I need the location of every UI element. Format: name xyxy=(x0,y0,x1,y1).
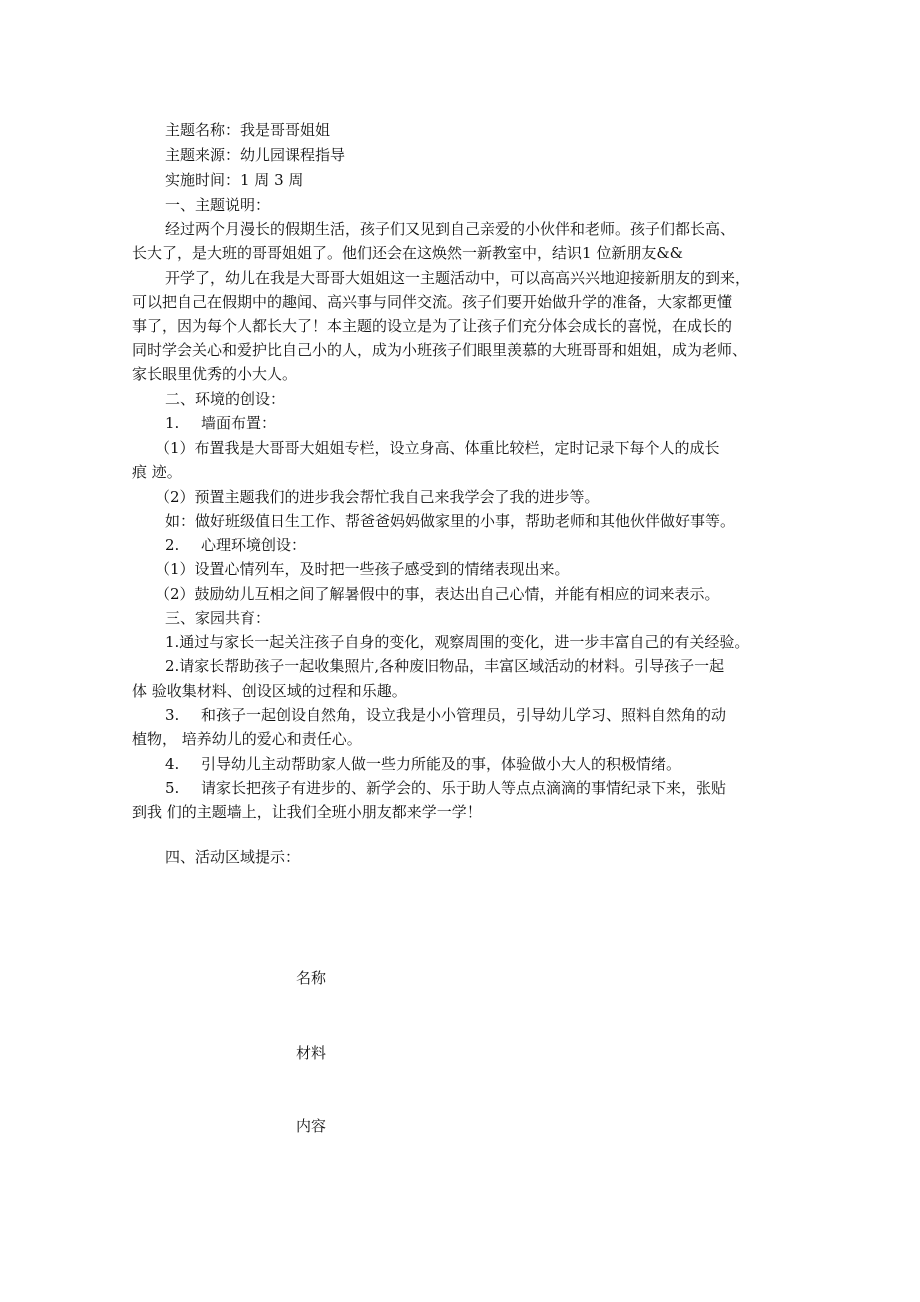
item-number: 5. xyxy=(165,779,180,797)
home-item-3-line xyxy=(165,705,825,725)
home-item-2-line: 2.请家长帮助孩子一起收集照片,各种废旧物品，丰富区域活动的材料。引导孩子一起 xyxy=(165,657,725,675)
item-number: 2. xyxy=(165,536,180,554)
wall-item-1-line: （1）布置我是大哥哥大姐姐专栏，设立身高、体重比较栏，定时记录下每个人的成长 xyxy=(155,439,720,457)
home-item-2-line: 体 验收集材料、创设区域的过程和乐趣。 xyxy=(132,682,407,700)
psych-item-2: （2）鼓励幼儿互相之间了解暑假中的事，表达出自己心情，并能有相应的词来表示。 xyxy=(155,585,720,603)
item-text: 心理环境创设： xyxy=(201,536,307,554)
item-text: 请家长把孩子有进步的、新学会的、乐于助人等点点滴滴的事情纪录下来，张贴 xyxy=(201,779,727,797)
paragraph-2-line: 同时学会关心和爱护比自己小的人，成为小班孩子们眼里羡慕的大班哥哥和姐姐，成为老师、 xyxy=(132,341,748,359)
home-item-5-line: 到我 们的主题墙上，让我们全班小朋友都来学一学！ xyxy=(132,803,482,821)
home-item-3-line: 植物， 培养幼儿的爱心和责任心。 xyxy=(132,730,362,748)
table-label-name: 名称 xyxy=(296,969,327,987)
paragraph-2-line: 可以把自己在假期中的趣闻、高兴事与同伴交流。孩子们要开始做升学的准备，大家都更懂 xyxy=(132,293,733,311)
item-number: 1. xyxy=(165,414,180,432)
home-item-4 xyxy=(165,754,825,774)
theme-source: 主题来源：幼儿园课程指导 xyxy=(165,146,346,164)
psych-item-1: （1）设置心情列车，及时把一些孩子感受到的情绪表现出来。 xyxy=(155,560,570,578)
item-text: 引导幼儿主动帮助家人做一些力所能及的事，体验做小大人的积极情绪。 xyxy=(201,755,682,773)
paragraph-1-line: 经过两个月漫长的假期生活，孩子们又见到自己亲爱的小伙伴和老师。孩子们都长高、 xyxy=(165,220,736,238)
paragraph-1-line: 长大了，是大班的哥哥姐姐了。他们还会在这焕然一新教室中，结识1 位新朋友&& xyxy=(132,244,684,262)
paragraph-2-line: 家长眼里优秀的小大人。 xyxy=(132,365,298,383)
wall-item-1-line: 痕 迹。 xyxy=(132,463,182,481)
section-1-heading: 一、主题说明： xyxy=(165,196,271,214)
item-text: 和孩子一起创设自然角，设立我是小小管理员，引导幼儿学习、照料自然角的动 xyxy=(201,706,727,724)
wall-item-2: （2）预置主题我们的进步我会帮忙我自己来我学会了我的进步等。 xyxy=(155,488,600,506)
table-label-materials: 材料 xyxy=(296,1044,327,1062)
section-3-heading: 三、家园共育： xyxy=(165,609,271,627)
item-number: 3. xyxy=(165,706,180,724)
psych-env-heading xyxy=(165,535,825,555)
implementation-time: 实施时间：1 周 3 周 xyxy=(165,171,304,189)
wall-layout-heading xyxy=(165,413,825,433)
paragraph-2-line: 事了，因为每个人都长大了！本主题的设立是为了让孩子们充分体会成长的喜悦，在成长的 xyxy=(132,317,733,335)
section-4-heading: 四、活动区域提示： xyxy=(165,848,301,866)
item-text: 墙面布置： xyxy=(201,414,277,432)
home-item-1: 1.通过与家长一起关注孩子自身的变化，观察周围的变化，进一步丰富自己的有关经验。 xyxy=(165,633,750,651)
section-2-heading: 二、环境的创设： xyxy=(165,390,286,408)
item-number: 4. xyxy=(165,755,180,773)
wall-example: 如：做好班级值日生工作、帮爸爸妈妈做家里的小事，帮助老师和其他伙伴做好事等。 xyxy=(165,512,736,530)
table-label-content: 内容 xyxy=(296,1117,327,1135)
paragraph-2-line: 开学了，幼儿在我是大哥哥大姐姐这一主题活动中，可以高高兴兴地迎接新朋友的到来， xyxy=(165,269,751,287)
theme-name: 主题名称：我是哥哥姐姐 xyxy=(165,121,331,139)
home-item-5-line xyxy=(165,778,825,798)
